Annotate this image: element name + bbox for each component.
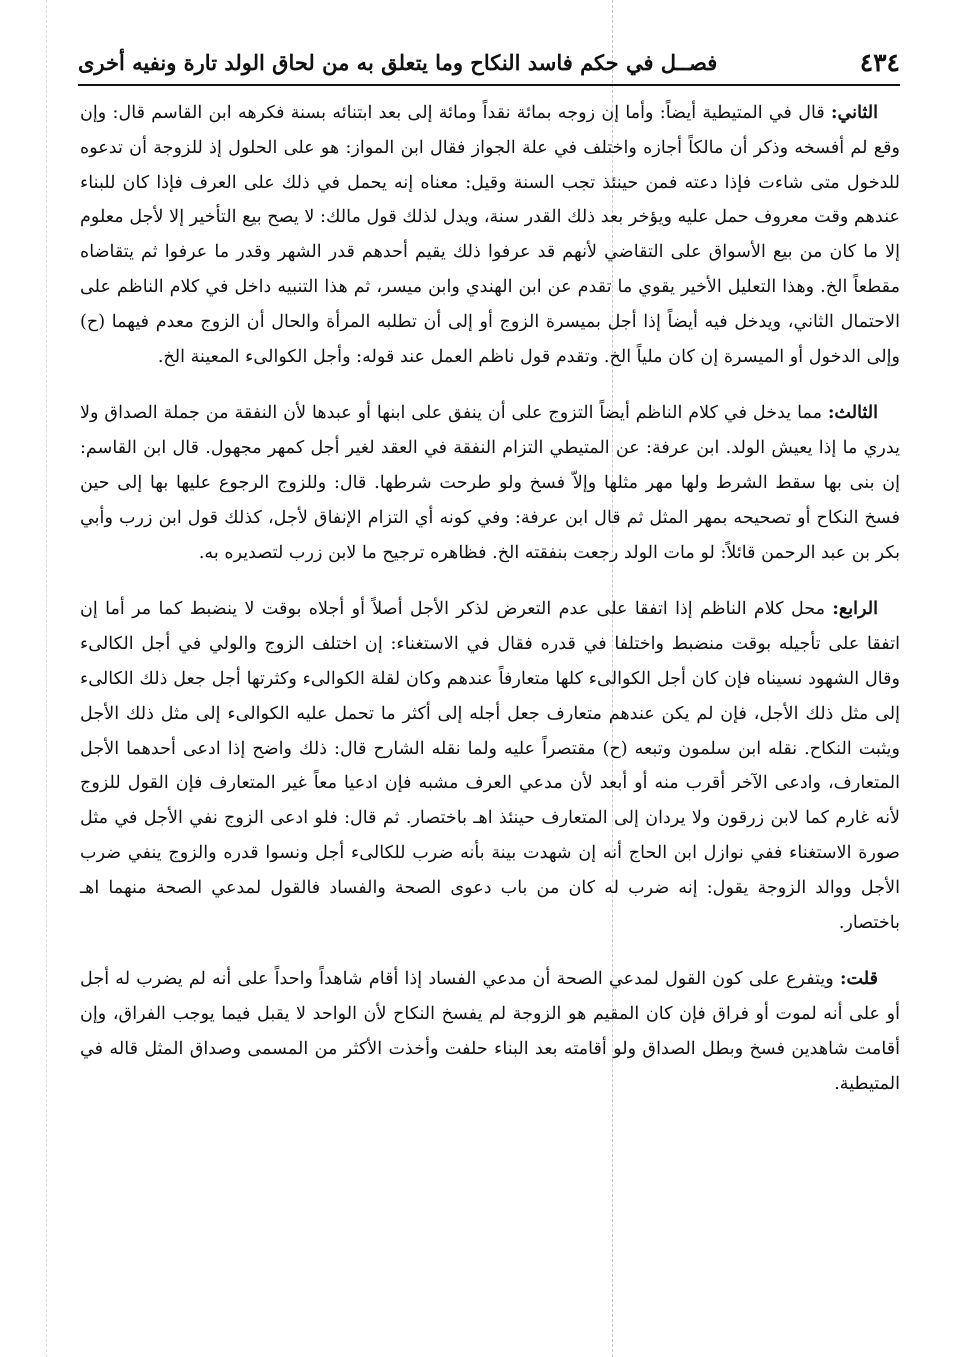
page-header <box>78 40 900 86</box>
paragraph-body: محل كلام الناظم إذا اتفقا على عدم التعرض لذكر الأجل أصلاً أو أجلاه بوقت لا ينضبط كما مر أما إن اتفقا على تأجيله بوقت منضبط واختلفا في قدره فقال في الاستغناء: إن اختلف الزوج والولي في أجل الكالىء وقال الشهود نسيناه فإن كان أجل الكوالىء كلها متعارفاً عندهم وكان لقلة الكوالىء وكثرتها أجل جعل ذلك الكالىء إلى مثل ذلك الأجل، فإن لم يكن عندهم متعارف جعل أجله إلى أكثر ما تحمل عليه الكوالىء إلى مثل ذلك الأجل ويثبت النكاح. نقله ابن سلمون وتبعه (ح) مقتصراً عليه ولما نقله الشارح قال: ذلك واضح إذا ادعى أحدهما الأجل المتعارف، وادعى الآخر أقرب منه أو أبعد لأن مدعي العرف مشبه فإن ادعيا معاً غير المتعارف فإن القول للزوج لأنه غارم كما لابن زرقون ولا يردان إلى المتعارف حينئذ اهـ باختصار. ثم قال: فلو ادعى الزوج نفي الأجل في مثل صورة الاستغناء ففي نوازل ابن الحاج أنه إن شهدت بينة بأنه ضرب للكالىء أجل ونسوا قدره والزوج ينفي ضرب الأجل ووالد الزوجة يقول: إنه ضرب له كان من باب دعوى الصحة والفساد فالقول لمدعي الصحة منهما اهـ باختصار. <box>80 599 900 933</box>
paragraph-body: قال في المتيطية أيضاً: وأما إن زوجه بمائة نقداً ومائة إلى بعد ابتنائه بسنة فكرهه ابن القاسم قال: وإن وقع لم أفسخه وذكر أن مالكاً أجازه واختلف في علة الجواز فقال ابن المواز: هو على الحلول إذ للزوجة أن تدعوه للدخول متى شاءت فإذا دعته فمن حينئذ تجب السنة وقيل: معناه إنه يحمل في ذلك على العرف فإذا كان للبناء عندهم وقت معروف حمل عليه ويؤخر بعد ذلك القدر سنة، ويدل لذلك قول مالك: لا يصح بيع التأخير إلا لأجل معلوم إلا ما كان من بيع الأسواق على التقاضي لأنهم قد عرفوا ذلك يقيم أحدهم قدر الشهر وقدر ما عرفوا ثم يتقاضاه مقطعاً الخ. وهذا التعليل الأخير يقوي ما تقدم عن ابن الهندي وابن ميسر، ثم هذا التنبيه داخل في كلام الناظم على الاحتمال الثاني، ويدخل فيه أيضاً إذا أجل بميسرة الزوج أو إلى أن تطلبه المرأة والحال أن الزوج معدم فيهما (ح) وإلى الدخول أو الميسرة إن كان ملياً الخ. وتقدم قول ناظم العمل عند قوله: وأجل الكوالىء المعينة الخ. <box>80 103 900 367</box>
paragraph-qultu <box>80 962 900 1101</box>
paragraph-lead: الرابع: <box>832 598 878 620</box>
paragraph-lead: الثالث: <box>827 402 878 424</box>
paragraph-lead: قلت: <box>839 968 878 990</box>
running-title: فصــل في حكم فاسد النكاح وما يتعلق به من لحاق الولد تارة ونفيه أخرى <box>78 49 718 75</box>
paragraph-body: مما يدخل في كلام الناظم أيضاً التزوج على أن ينفق على ابنها أو عبدها لأن النفقة من جملة الصداق ولا يدري ما إذا يعيش الولد. ابن عرفة: عن المتيطي التزام النفقة في العقد لغير أجل كمهر مجهول. قال ابن القاسم: إن بنى بها سقط الشرط ولها مهر مثلها وإلاّ فسخ ولو طرحت شرطها. قال: وللزوج الرجوع عليها بها إلى حين فسخ النكاح أو تصحيحه بمهر المثل ثم قال ابن عرفة: وفي كونه أي التزام الإنفاق لأجل، كذلك قول ابن زرب وأبي بكر بن عبد الرحمن قائلاً: لو مات الولد رجعت بنفقته الخ. فظاهره ترجيح ما لابن زرب لتصديره به. <box>80 403 900 563</box>
paragraph-second <box>80 96 900 374</box>
paragraph-body: ويتفرع على كون القول لمدعي الصحة أن مدعي الفساد إذا أقام شاهداً واحداً على أنه لم يضرب له أجل أو على أنه لموت أو فراق فإن كان المقيم هو الزوجة لم يفسخ النكاح لأن الواحد لا يقبل فيما يوجب الفراق، وإن أقامت شاهدين فسخ وبطل الصداق ولو أقامته بعد البناء حلفت وأخذت الأكثر من المسمى وصداق المثل قاله في المتيطية. <box>80 969 900 1094</box>
main-text <box>80 96 900 1102</box>
page-number: ٤٣٤ <box>859 47 900 77</box>
paragraph-third <box>80 396 900 570</box>
paragraph-lead: الثاني: <box>831 102 878 123</box>
scan-margin-line <box>46 0 47 1357</box>
paragraph-fourth <box>80 592 900 940</box>
